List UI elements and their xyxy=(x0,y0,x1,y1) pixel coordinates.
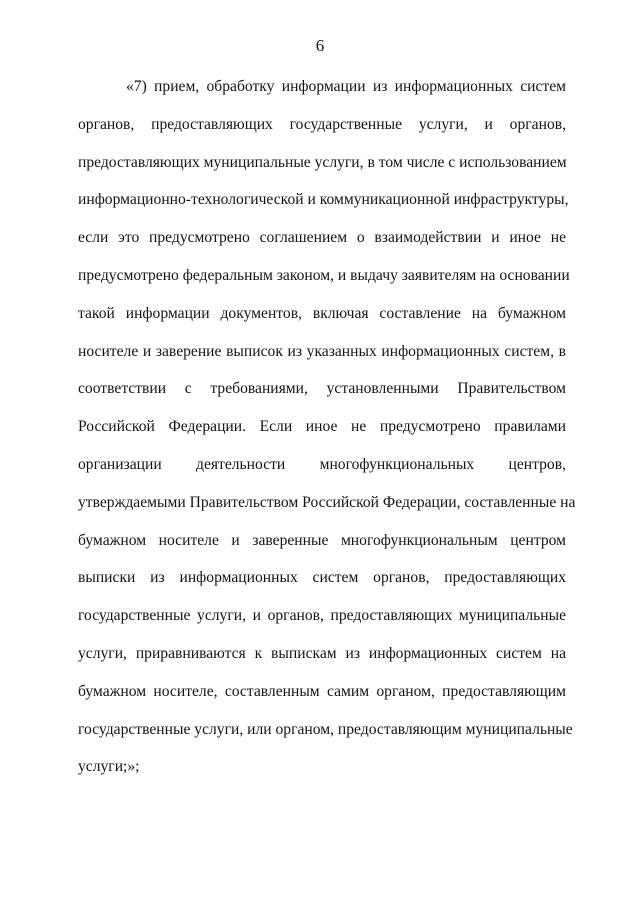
text-line: такой информации документов, включая составление на бумажном xyxy=(78,304,566,322)
text-line: утверждаемыми Правительством Российской Федерации, составленные на xyxy=(78,493,576,511)
text-line: государственные услуги, и органов, предоставляющих муниципальные xyxy=(78,607,566,625)
text-line: бумажном носителе и заверенные многофункциональным центром xyxy=(78,531,566,549)
text-line: предусмотрено федеральным законом, и выдачу заявителям на основании xyxy=(78,266,570,284)
text-line: организации деятельности многофункциональных центров, xyxy=(78,455,566,473)
text-line: соответствии с требованиями, установленными Правительством xyxy=(78,380,566,398)
page-number: 6 xyxy=(315,36,325,55)
text-line: информационно-технологической и коммуникационной инфраструктуры, xyxy=(78,191,569,209)
text-line: бумажном носителе, составленным самим органом, предоставляющим xyxy=(78,682,566,700)
text-line: «7) прием, обработку информации из информационных систем xyxy=(126,78,566,95)
text-line: если это предусмотрено соглашением о взаимодействии и иное не xyxy=(78,229,566,247)
text-line: выписки из информационных систем органов, предоставляющих xyxy=(78,569,566,587)
text-line: услуги;»; xyxy=(78,758,140,776)
text-line: органов, предоставляющих государственные услуги, и органов, xyxy=(78,115,566,133)
text-line: услуги, приравниваются к выпискам из информационных систем на xyxy=(78,644,566,662)
paragraph-item-7 xyxy=(78,68,576,786)
text-line: носителе и заверение выписок из указанных информационных систем, в xyxy=(78,342,566,360)
text-line: Российской Федерации. Если иное не предусмотрено правилами xyxy=(78,418,566,436)
text-line: государственные услуги, или органом, предоставляющим муниципальные xyxy=(78,720,573,738)
text-line: предоставляющих муниципальные услуги, в том числе с использованием xyxy=(78,153,567,171)
